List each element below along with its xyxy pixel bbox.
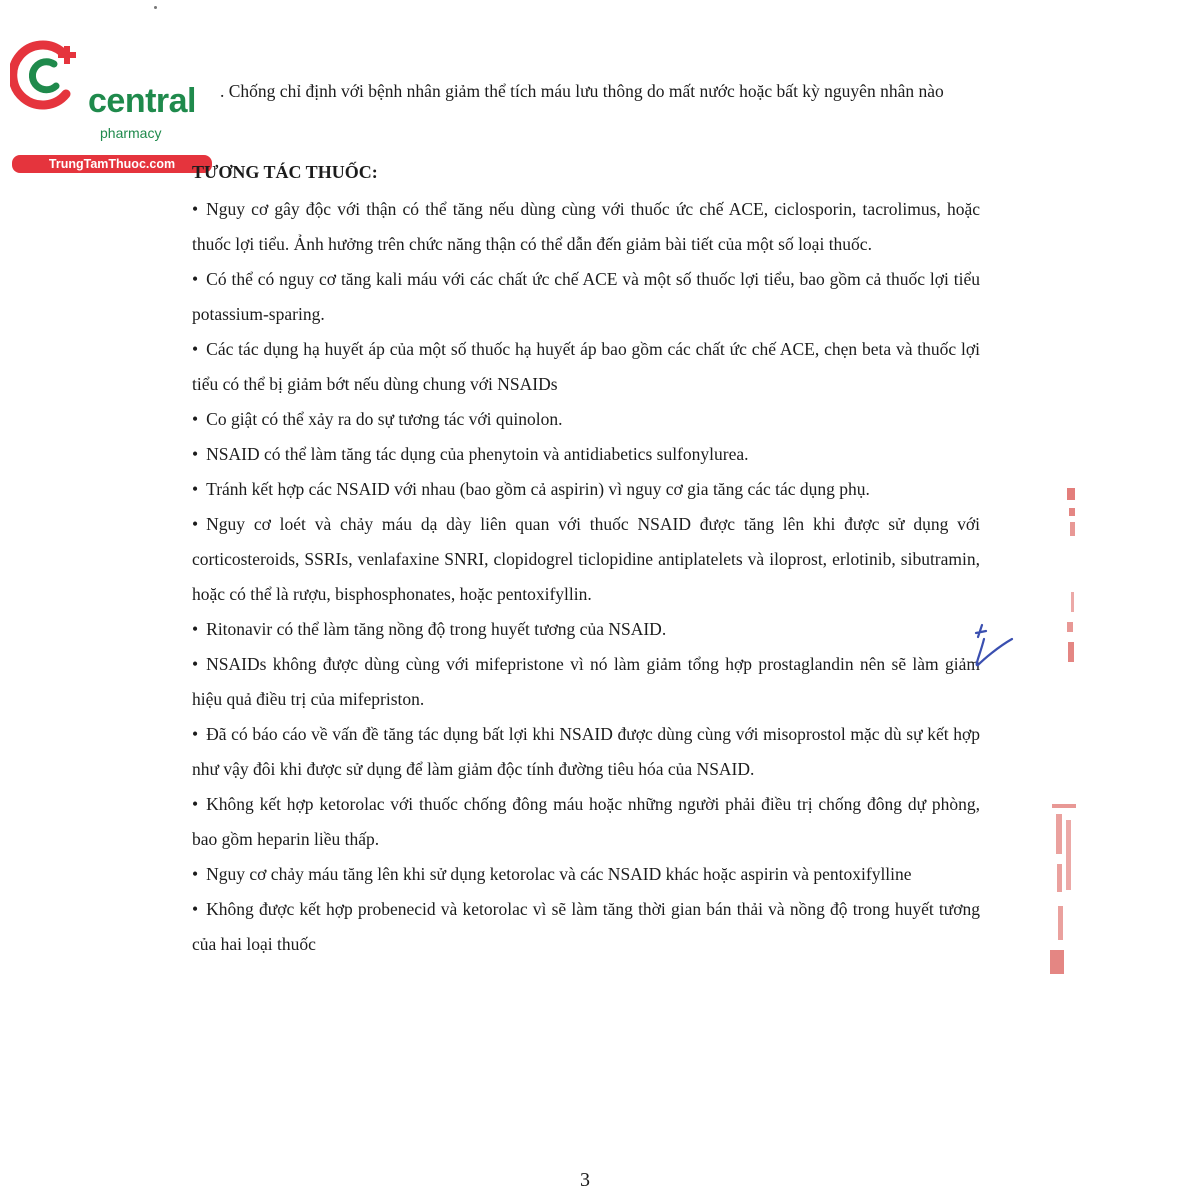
red-stamp-mark-top (1055, 480, 1095, 680)
logo-brand-name: central (88, 82, 196, 120)
bullet-icon: • (192, 409, 199, 429)
interaction-item (192, 857, 980, 892)
bullet-icon: • (192, 864, 199, 884)
bullet-icon: • (192, 514, 199, 534)
red-stamp-mark-bottom (1040, 800, 1090, 980)
interaction-item-text: Co giật có thể xảy ra do sự tương tác với quinolon. (206, 409, 563, 429)
interaction-item-text: Ritonavir có thể làm tăng nồng độ trong huyết tương của NSAID. (206, 619, 667, 639)
pharmacy-logo-icon (10, 38, 90, 113)
interaction-item-text: NSAIDs không được dùng cùng với mifepristone vì nó làm giảm tổng hợp prostaglandin nên sẽ làm giảm hiệu quả điều trị của mifepriston. (192, 654, 980, 709)
interaction-item-text: Không kết hợp ketorolac với thuốc chống đông máu hoặc những người phải điều trị chống đông dự phòng, bao gồm heparin liều thấp. (192, 794, 980, 849)
interaction-item (192, 437, 980, 472)
section-heading: TƯƠNG TÁC THUỐC: (192, 162, 378, 182)
interaction-item-text: Không được kết hợp probenecid và ketorolac vì sẽ làm tăng thời gian bán thải và nồng độ trong huyết tương của hai loại thuốc (192, 899, 980, 954)
interaction-item (192, 507, 980, 612)
interaction-item (192, 612, 980, 647)
interaction-item-text: Các tác dụng hạ huyết áp của một số thuốc hạ huyết áp bao gồm các chất ức chế ACE, chẹn beta và thuốc lợi tiểu có thể bị giảm bớt nếu dùng chung với NSAIDs (192, 339, 980, 394)
bullet-icon: • (192, 479, 199, 499)
interaction-item (192, 262, 980, 332)
bullet-icon: • (192, 899, 199, 919)
bullet-icon: • (192, 619, 199, 639)
bullet-icon: • (192, 269, 199, 289)
interaction-item (192, 717, 980, 787)
interaction-item (192, 647, 980, 717)
handwritten-signature (968, 615, 1018, 675)
bullet-icon: • (192, 444, 199, 464)
bullet-icon: • (192, 794, 199, 814)
drug-interactions-section (192, 156, 980, 962)
interaction-list (192, 192, 980, 962)
central-pharmacy-logo[interactable] (10, 38, 215, 171)
interaction-item-text: Có thể có nguy cơ tăng kali máu với các chất ức chế ACE và một số thuốc lợi tiểu, bao gồm cả thuốc lợi tiểu potassium-sparing. (192, 269, 980, 324)
contraindication-text: . Chống chỉ định với bệnh nhân giảm thể tích máu lưu thông do mất nước hoặc bất kỳ nguyên nhân nào (220, 80, 944, 101)
interaction-item (192, 192, 980, 262)
interaction-item-text: NSAID có thể làm tăng tác dụng của phenytoin và antidiabetics sulfonylurea. (206, 444, 749, 464)
interaction-item-text: Nguy cơ chảy máu tăng lên khi sử dụng ketorolac và các NSAID khác hoặc aspirin và pentoxifylline (206, 864, 912, 884)
logo-brand-subtitle: pharmacy (100, 125, 162, 141)
bullet-icon: • (192, 654, 199, 674)
bullet-icon: • (192, 199, 199, 219)
scan-speck (154, 6, 157, 9)
interaction-item-text: Tránh kết hợp các NSAID với nhau (bao gồm cả aspirin) vì nguy cơ gia tăng các tác dụng phụ. (206, 479, 870, 499)
logo-website-link[interactable]: TrungTamThuoc.com (12, 155, 212, 173)
interaction-item (192, 472, 980, 507)
interaction-item-text: Đã có báo cáo về vấn đề tăng tác dụng bất lợi khi NSAID được dùng cùng với misoprostol mặc dù sự kết hợp như vậy đôi khi được sử dụng để làm giảm độc tính đường tiêu hóa của NSAID. (192, 724, 980, 779)
bullet-icon: • (192, 339, 199, 359)
interaction-item (192, 892, 980, 962)
interaction-item-text: Nguy cơ gây độc với thận có thể tăng nếu dùng cùng với thuốc ức chế ACE, ciclosporin, tacrolimus, hoặc thuốc lợi tiểu. Ảnh hưởng trên chức năng thận có thể dẫn đến giảm bài tiết của một số loại thuốc. (192, 199, 980, 254)
interaction-item (192, 402, 980, 437)
page-number: 3 (580, 1169, 590, 1191)
interaction-item (192, 787, 980, 857)
bullet-icon: • (192, 724, 199, 744)
interaction-item-text: Nguy cơ loét và chảy máu dạ dày liên quan với thuốc NSAID được tăng lên khi được sử dụng với corticosteroids, SSRIs, venlafaxine SNRI, clopidogrel ticlopidine antiplatelets và iloprost, erlotinib, sibutramin, hoặc có thể là rượu, bisphosphonates, hoặc pentoxifyllin. (192, 514, 980, 604)
interaction-item (192, 332, 980, 402)
